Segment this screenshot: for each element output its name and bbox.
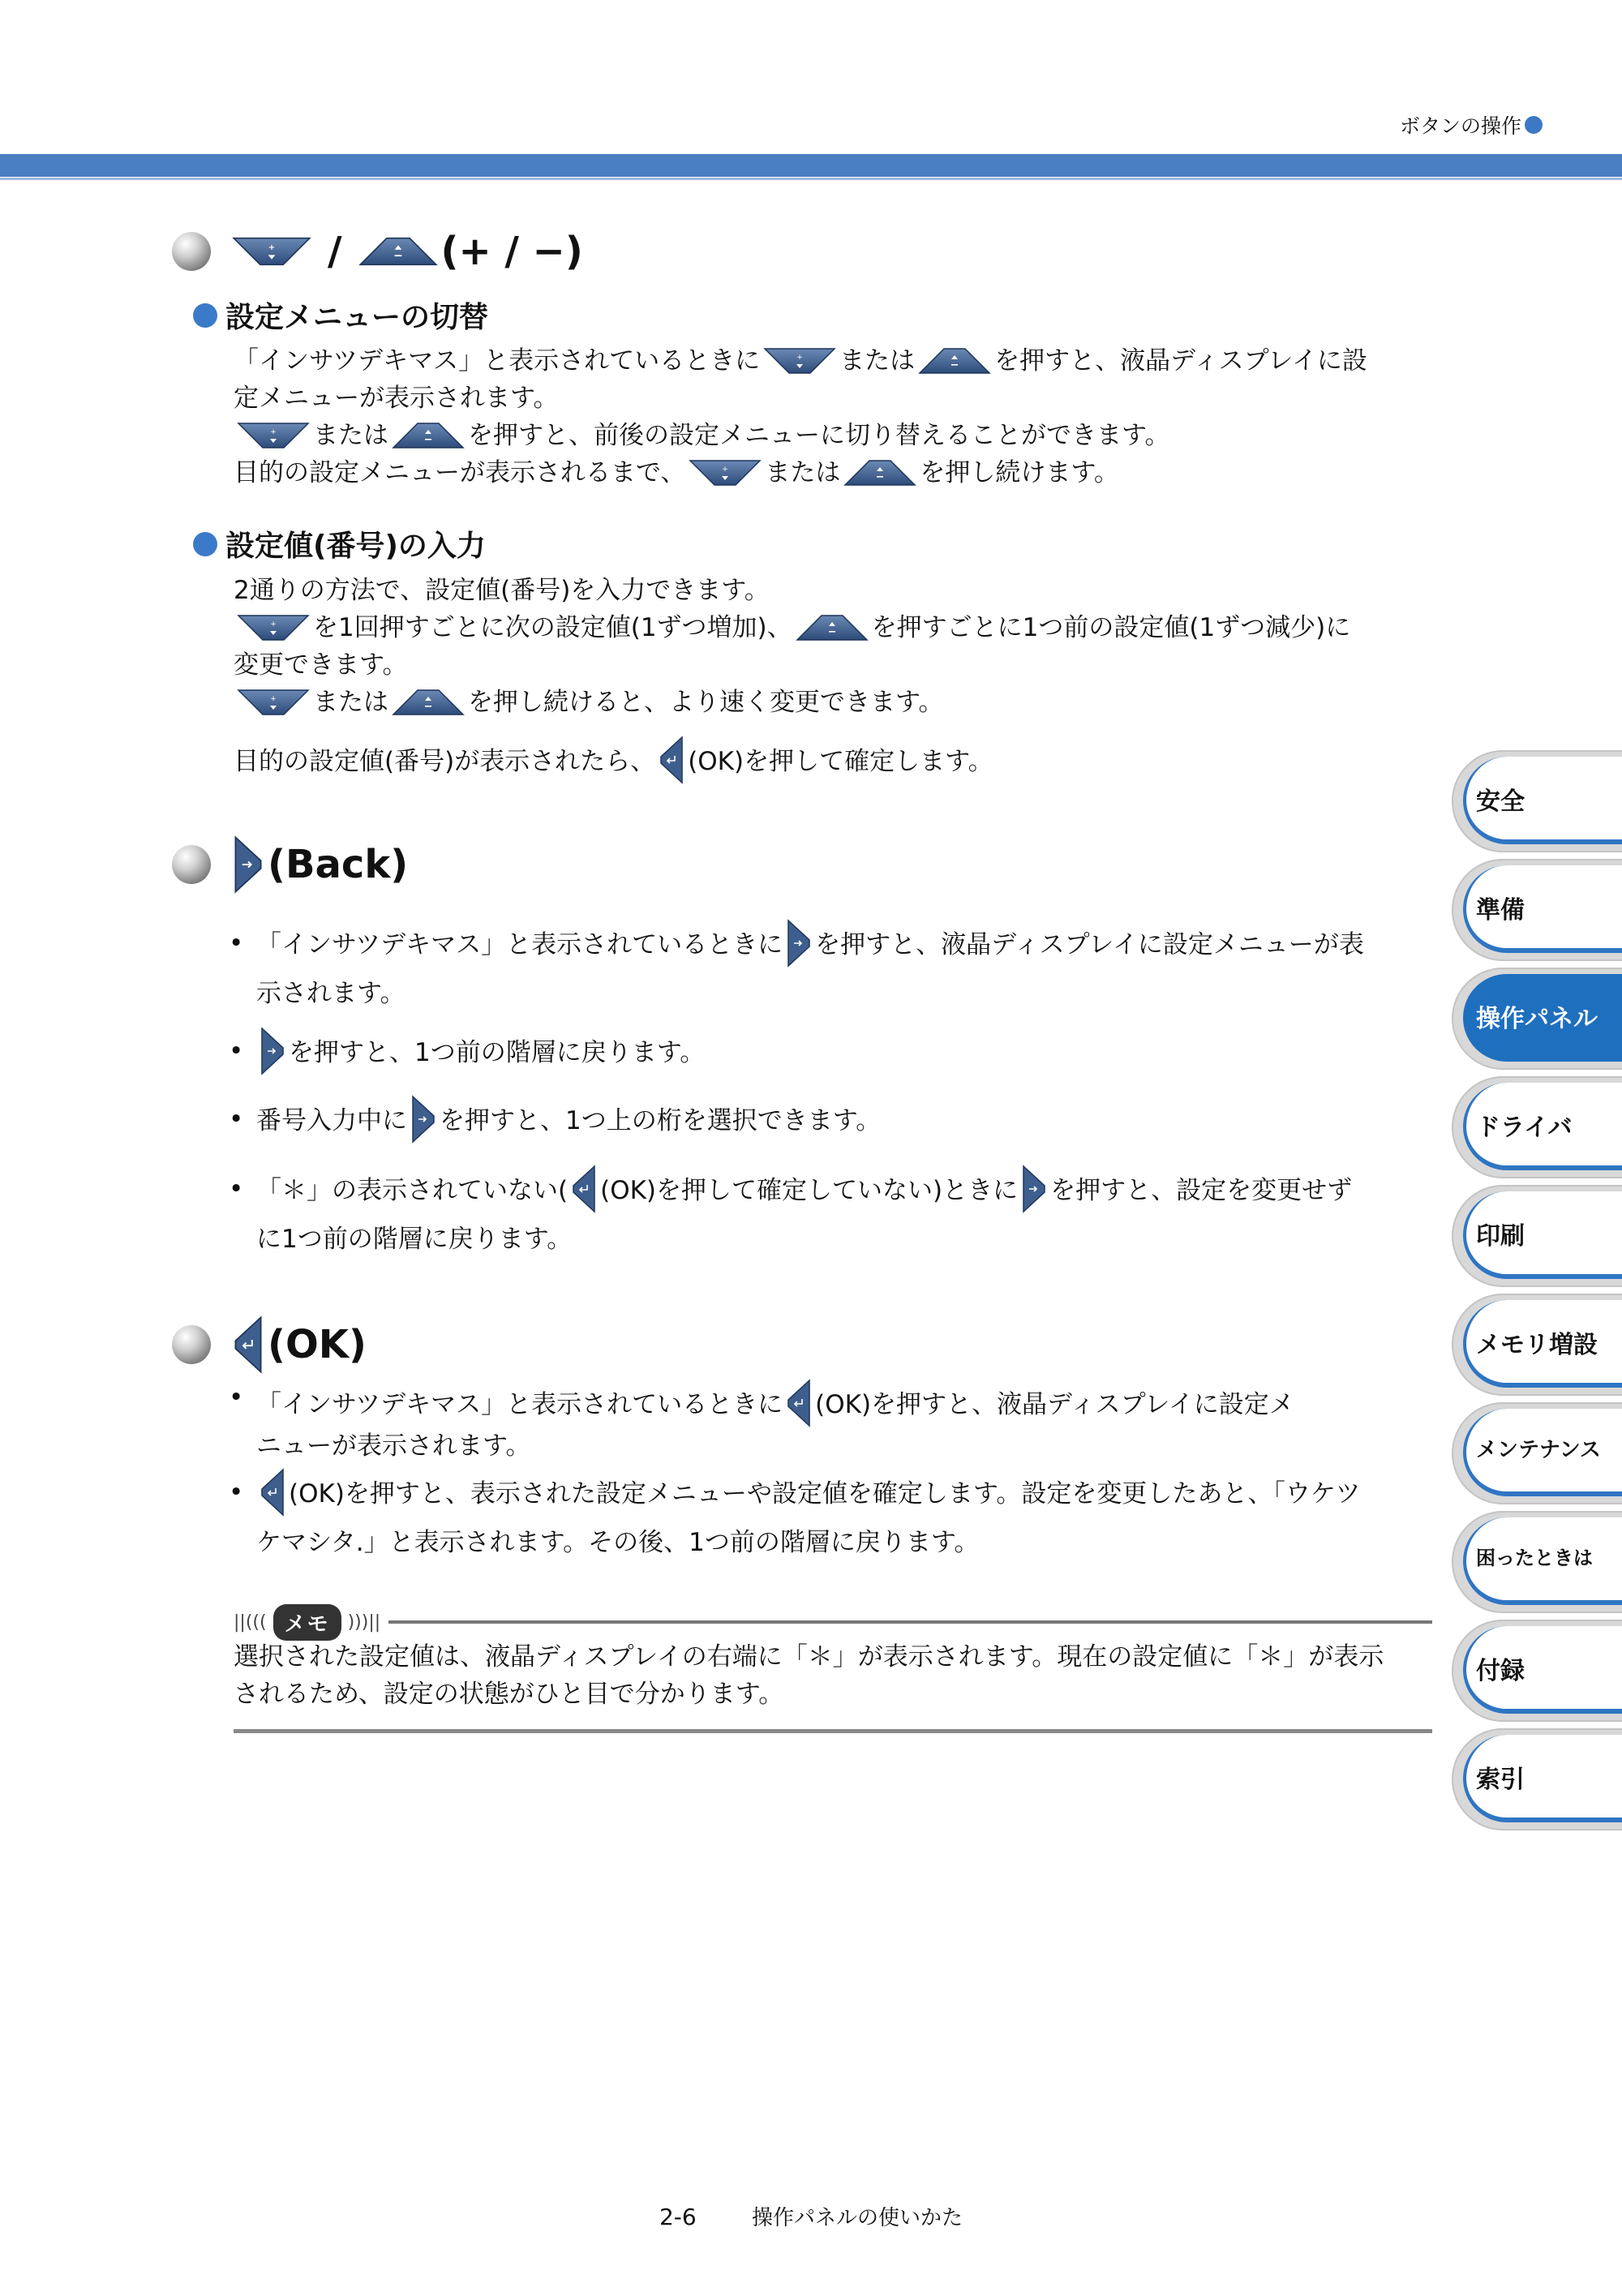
list-item: • 「インサツデキマス」と表示されているときに (OK)を押すと、液晶ディスプレイに設定メ ニューが表示されます。 — [229, 1379, 1437, 1465]
memo-header — [234, 1604, 1432, 1640]
text: を押すと、1つ前の階層に戻ります。 — [289, 1038, 706, 1067]
text: または — [839, 346, 916, 376]
subheading-value-input — [193, 523, 486, 564]
up-minus-key-icon — [392, 421, 465, 450]
text: を押すごとに1つ前の設定値(1ずつ減少)に — [871, 613, 1351, 642]
tab-troubleshooting[interactable] — [1452, 1511, 1622, 1613]
tab-label: 安全 — [1476, 788, 1525, 816]
gray-ball-icon — [172, 232, 211, 271]
ok-key-icon — [571, 1165, 597, 1213]
tab-memory[interactable] — [1452, 1294, 1622, 1396]
blue-dot-icon — [193, 303, 217, 328]
text: ニューが表示されます。 — [256, 1431, 531, 1461]
text: を押すと、液晶ディスプレイに設 — [994, 346, 1367, 376]
ok-key-icon — [659, 736, 684, 784]
up-minus-key-icon — [843, 458, 916, 487]
section-title: (OK) — [268, 1322, 367, 1367]
text: 「＊」の表示されていない( — [256, 1176, 569, 1205]
back-key-icon — [410, 1095, 436, 1144]
text: 2通りの方法で、設定値(番号)を入力できます。 — [234, 576, 770, 605]
footer-title: 操作パネルの使いかた — [751, 2206, 963, 2230]
section-title: (Back) — [268, 842, 409, 887]
text: (OK)を押すと、表示された設定メニューや設定値を確定します。設定を変更したあと、「ウケツ — [289, 1479, 1361, 1508]
text: または — [313, 421, 388, 450]
text: を押すと、設定を変更せず — [1050, 1176, 1353, 1205]
page-number: 2-6 — [659, 2204, 697, 2230]
page-footer — [0, 2201, 1622, 2231]
text: 選択された設定値は、液晶ディスプレイの右端に「＊」が表示されます。現在の設定値に「＊」が表示 — [234, 1642, 1384, 1672]
tab-label: 困ったときは — [1476, 1547, 1593, 1569]
text: 目的の設定値(番号)が表示されたら、 — [234, 747, 656, 776]
svg-text:+: + — [796, 354, 803, 362]
subheading-title: 設定値(番号)の入力 — [225, 530, 486, 563]
header-bar — [0, 154, 1622, 177]
down-plus-key-icon — [763, 346, 836, 376]
back-key-icon — [1021, 1165, 1047, 1213]
list-item: • を押すと、1つ前の階層に戻ります。 — [229, 1027, 1437, 1077]
text: 示されます。 — [256, 979, 406, 1008]
header-dot-icon — [1525, 116, 1543, 134]
ok-key-icon — [260, 1468, 285, 1517]
down-plus-key-icon — [237, 421, 310, 450]
up-minus-key-icon — [392, 688, 465, 717]
subheading-menu-switch — [193, 294, 488, 336]
text: 番号入力中に — [256, 1106, 407, 1135]
down-plus-key-icon — [232, 235, 311, 268]
ok-key-icon — [786, 1379, 812, 1427]
up-minus-key-icon — [358, 235, 438, 268]
text: を押し続けると、より速く変更できます。 — [468, 688, 944, 717]
memo-marks-right-icon: )))|| — [347, 1611, 381, 1633]
text: ケマシタ.」と表示されます。その後、1つ前の階層に戻ります。 — [256, 1528, 980, 1557]
text: または — [313, 688, 388, 717]
header-title: ボタンの操作 — [1399, 114, 1521, 138]
text: に1つ前の階層に戻ります。 — [256, 1225, 573, 1254]
memo-rule — [388, 1620, 1432, 1624]
memo-text — [234, 1638, 1432, 1713]
paragraph-menu-switch — [234, 342, 1434, 491]
text: を押すと、液晶ディスプレイに設定メニューが表 — [815, 930, 1364, 959]
memo-badge: メモ — [273, 1604, 341, 1641]
section-heading-back — [172, 835, 408, 894]
svg-text:+: + — [270, 620, 277, 629]
text: 「インサツデキマス」と表示されているときに — [256, 1390, 783, 1419]
back-key-icon — [232, 835, 264, 894]
text: を押すと、前後の設定メニューに切り替えることができます。 — [468, 421, 1170, 450]
text: (OK)を押すと、液晶ディスプレイに設定メ — [815, 1390, 1294, 1419]
subheading-title: 設定メニューの切替 — [225, 301, 489, 334]
down-plus-key-icon — [237, 688, 310, 717]
text: されるため、設定の状態がひと目で分かります。 — [234, 1680, 784, 1709]
tab-maintenance[interactable] — [1452, 1402, 1622, 1504]
tab-appendix[interactable] — [1452, 1620, 1622, 1722]
list-item: • 「＊」の表示されていない( (OK)を押して確定していない)ときに を押すと、設定を変更せず に1つ前の階層に戻ります。 — [229, 1165, 1437, 1264]
memo-bottom-rule — [234, 1729, 1432, 1733]
svg-text:+: + — [268, 242, 276, 252]
up-minus-key-icon — [796, 613, 869, 642]
tab-print[interactable] — [1452, 1185, 1622, 1287]
text: (OK)を押して確定します。 — [688, 747, 993, 776]
list-item: • 「インサツデキマス」と表示されているときに を押すと、液晶ディスプレイに設定メニューが表 示されます。 — [229, 919, 1437, 1018]
down-plus-key-icon — [689, 458, 762, 487]
ok-key-icon — [232, 1315, 264, 1374]
memo-box — [234, 1604, 1432, 1733]
up-minus-key-icon — [918, 346, 991, 376]
section-title: (+ / −) — [440, 229, 583, 274]
list-item: • 番号入力中に を押すと、1つ上の桁を選択できます。 — [229, 1095, 1437, 1145]
tab-index[interactable] — [1452, 1728, 1622, 1830]
memo-marks-left-icon: ||((( — [234, 1611, 267, 1633]
gray-ball-icon — [172, 845, 211, 884]
tab-label: 印刷 — [1476, 1222, 1525, 1251]
down-plus-key-icon — [237, 613, 310, 642]
text: 「インサツデキマス」と表示されているときに — [234, 346, 761, 376]
tab-driver[interactable] — [1452, 1076, 1622, 1178]
text: 目的の設定メニューが表示されるまで、 — [234, 458, 686, 487]
text: を押し続けます。 — [920, 458, 1119, 487]
tab-label: 準備 — [1476, 896, 1525, 925]
tab-label: 索引 — [1476, 1766, 1525, 1794]
text: を1回押すごとに次の設定値(1ずつ増加)、 — [313, 613, 792, 642]
tab-safety[interactable] — [1452, 750, 1622, 852]
tab-preparation[interactable] — [1452, 859, 1622, 961]
section-heading-plus-minus — [172, 229, 583, 274]
tab-label: 操作パネル — [1476, 1005, 1598, 1033]
back-key-icon — [260, 1027, 285, 1075]
text: を押すと、1つ上の桁を選択できます。 — [440, 1106, 882, 1135]
text: 「インサツデキマス」と表示されているときに — [256, 930, 783, 959]
text: 定メニューが表示されます。 — [234, 384, 559, 413]
svg-text:+: + — [270, 695, 277, 703]
svg-text:+: + — [270, 428, 277, 436]
text: または — [765, 458, 841, 487]
text: 変更できます。 — [234, 650, 408, 680]
section-heading-ok — [172, 1315, 367, 1374]
svg-text:+: + — [722, 466, 729, 474]
tab-control-panel[interactable] — [1452, 968, 1622, 1070]
blue-dot-icon — [193, 532, 217, 556]
tab-label: メモリ増設 — [1476, 1331, 1598, 1359]
gray-ball-icon — [172, 1325, 211, 1364]
tab-label: メンテナンス — [1476, 1438, 1601, 1462]
back-key-icon — [786, 919, 812, 968]
tab-label: ドライバ — [1476, 1114, 1573, 1142]
running-header — [1400, 110, 1543, 139]
tab-label: 付録 — [1476, 1657, 1525, 1685]
heading-slash: / — [328, 229, 342, 274]
text: (OK)を押して確定していない)ときに — [600, 1176, 1019, 1205]
list-item: • (OK)を押すと、表示された設定メニューや設定値を確定します。設定を変更したあと、「ウケツ ケマシタ.」と表示されます。その後、1つ前の階層に戻ります。 — [229, 1468, 1437, 1567]
paragraph-value-input — [234, 572, 1434, 784]
